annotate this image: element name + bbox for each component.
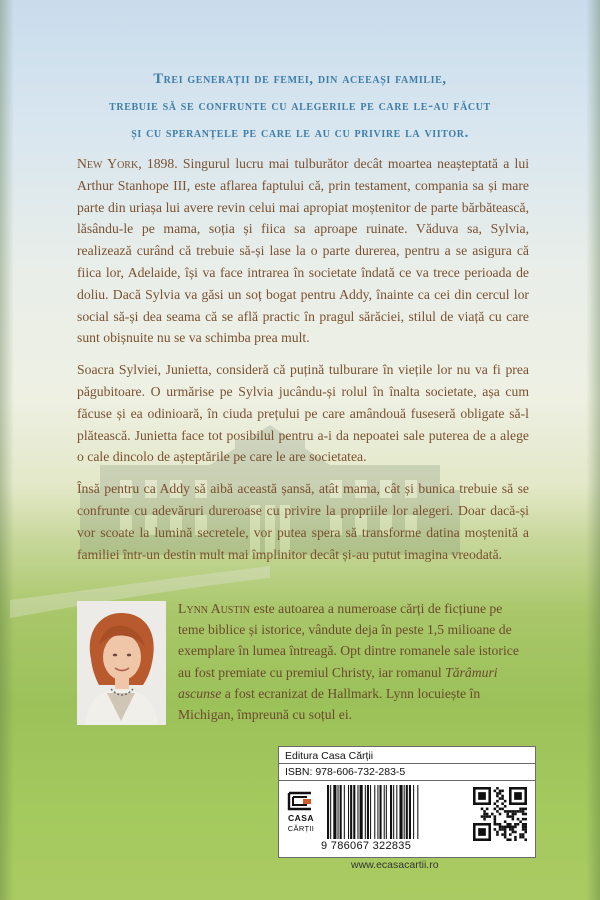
tagline-line-3: și cu speranțele pe care le au cu privire la viitor. xyxy=(131,125,469,141)
logo-text-casa: CASA xyxy=(287,813,315,823)
publisher-logo xyxy=(285,789,317,837)
isbn-barcode-box xyxy=(278,746,536,858)
author-bio-part-a: este autoarea a numeroase cărți de ficțiune pe teme biblice și istorice, vândute deja în peste 1,5 milioane de exemplare în lumea întreagă. Opt dintre romanele sale istorice au fost premiate cu premiul Christy, iar romanul xyxy=(178,601,519,680)
barcode-digits: 9 786067 322835 xyxy=(321,840,412,852)
blurb-paragraph-1-text: , 1898. Singurul lucru mai tulburător decât moartea neașteptată a lui Arthur Stanhope III, este aflarea faptului că, prin testament, compania sa și mare parte din uriașa lui avere revin celui mai apropiat moștenitor de parte bărbătească, lăsându-le pe mama, soția și fiica sa aproape ruinate. Văduva sa, Sylvia, realizează curând că trebuie să-și lase la o parte durerea, pentru a se asigura că fiica lor, Adelaide, își va face intrarea în societate îndată ce va trece perioada de doliu. Dacă Sylvia va găsi un soț bogat pentru Addy, înainte ca cei din cercul lor social să-și dea seama că se află practic în pragul sărăciei, stilul de viață cu care sunt obișnuite nu se va schimba prea mult. xyxy=(77,156,530,346)
barcode xyxy=(325,785,461,841)
cover-edge-shadow-right xyxy=(586,0,600,900)
tagline xyxy=(50,66,550,147)
author-bio-text xyxy=(178,598,528,725)
blurb-paragraph-3: Însă pentru ca Addy să aibă această șansă, atât mama, cât și bunica trebuie să se confrunte cu adevăruri dureroase cu privire la propriile lor alegeri. Doar dacă-și vor scoate la lumină secretele, vor putea spera să transforme datina moștenită a familiei într-un destin mult mai împlinitor decât și-au putut imagina vreodată. xyxy=(77,481,529,562)
blurb-paragraph-2: Soacra Sylviei, Junietta, consideră că puțină tulburare în viețile lor nu va fi prea păgubitoare. O urmărise pe Sylvia jucându-și rolul în înalta societate, așa cum făcuse și ea odinioară, în ciuda prețului pe care amândouă fuseseră obligate să-l plătească. Junietta face tot posibilul pentru a-i da nepoatei sale puterea de a alege o cale dincolo de așteptările pe care le are societatea. xyxy=(77,362,529,465)
logo-text-cartii: CĂRȚII xyxy=(287,824,315,833)
publisher-website: www.ecasacartii.ro xyxy=(351,859,439,871)
blurb-lead-place: New York xyxy=(77,156,139,171)
author-name: Lynn Austin xyxy=(178,601,251,616)
blurb-paragraph-1 xyxy=(77,153,529,349)
isbn-number: ISBN: 978-606-732-283-5 xyxy=(285,766,406,778)
author-photo xyxy=(77,601,166,725)
tagline-line-1: Trei generații de femei, din aceeași familie, xyxy=(153,71,447,87)
isbn-box-divider-2 xyxy=(279,780,535,781)
author-bio xyxy=(178,598,528,725)
book-stack-icon xyxy=(285,789,317,813)
cover-edge-shadow-left xyxy=(0,0,14,900)
author-book-title: Tărâmuri ascunse xyxy=(178,664,498,701)
publisher-name: Editura Casa Cărții xyxy=(285,750,374,762)
tagline-line-2: trebuie să se confrunte cu alegerile pe care le-au făcut xyxy=(109,98,491,114)
isbn-box-divider xyxy=(279,763,535,764)
book-blurb xyxy=(77,153,529,575)
qr-code xyxy=(473,787,527,841)
author-bio-part-b: a fost ecranizat de Hallmark. Lynn locuiește în Michigan, împreună cu soțul ei. xyxy=(178,685,481,723)
